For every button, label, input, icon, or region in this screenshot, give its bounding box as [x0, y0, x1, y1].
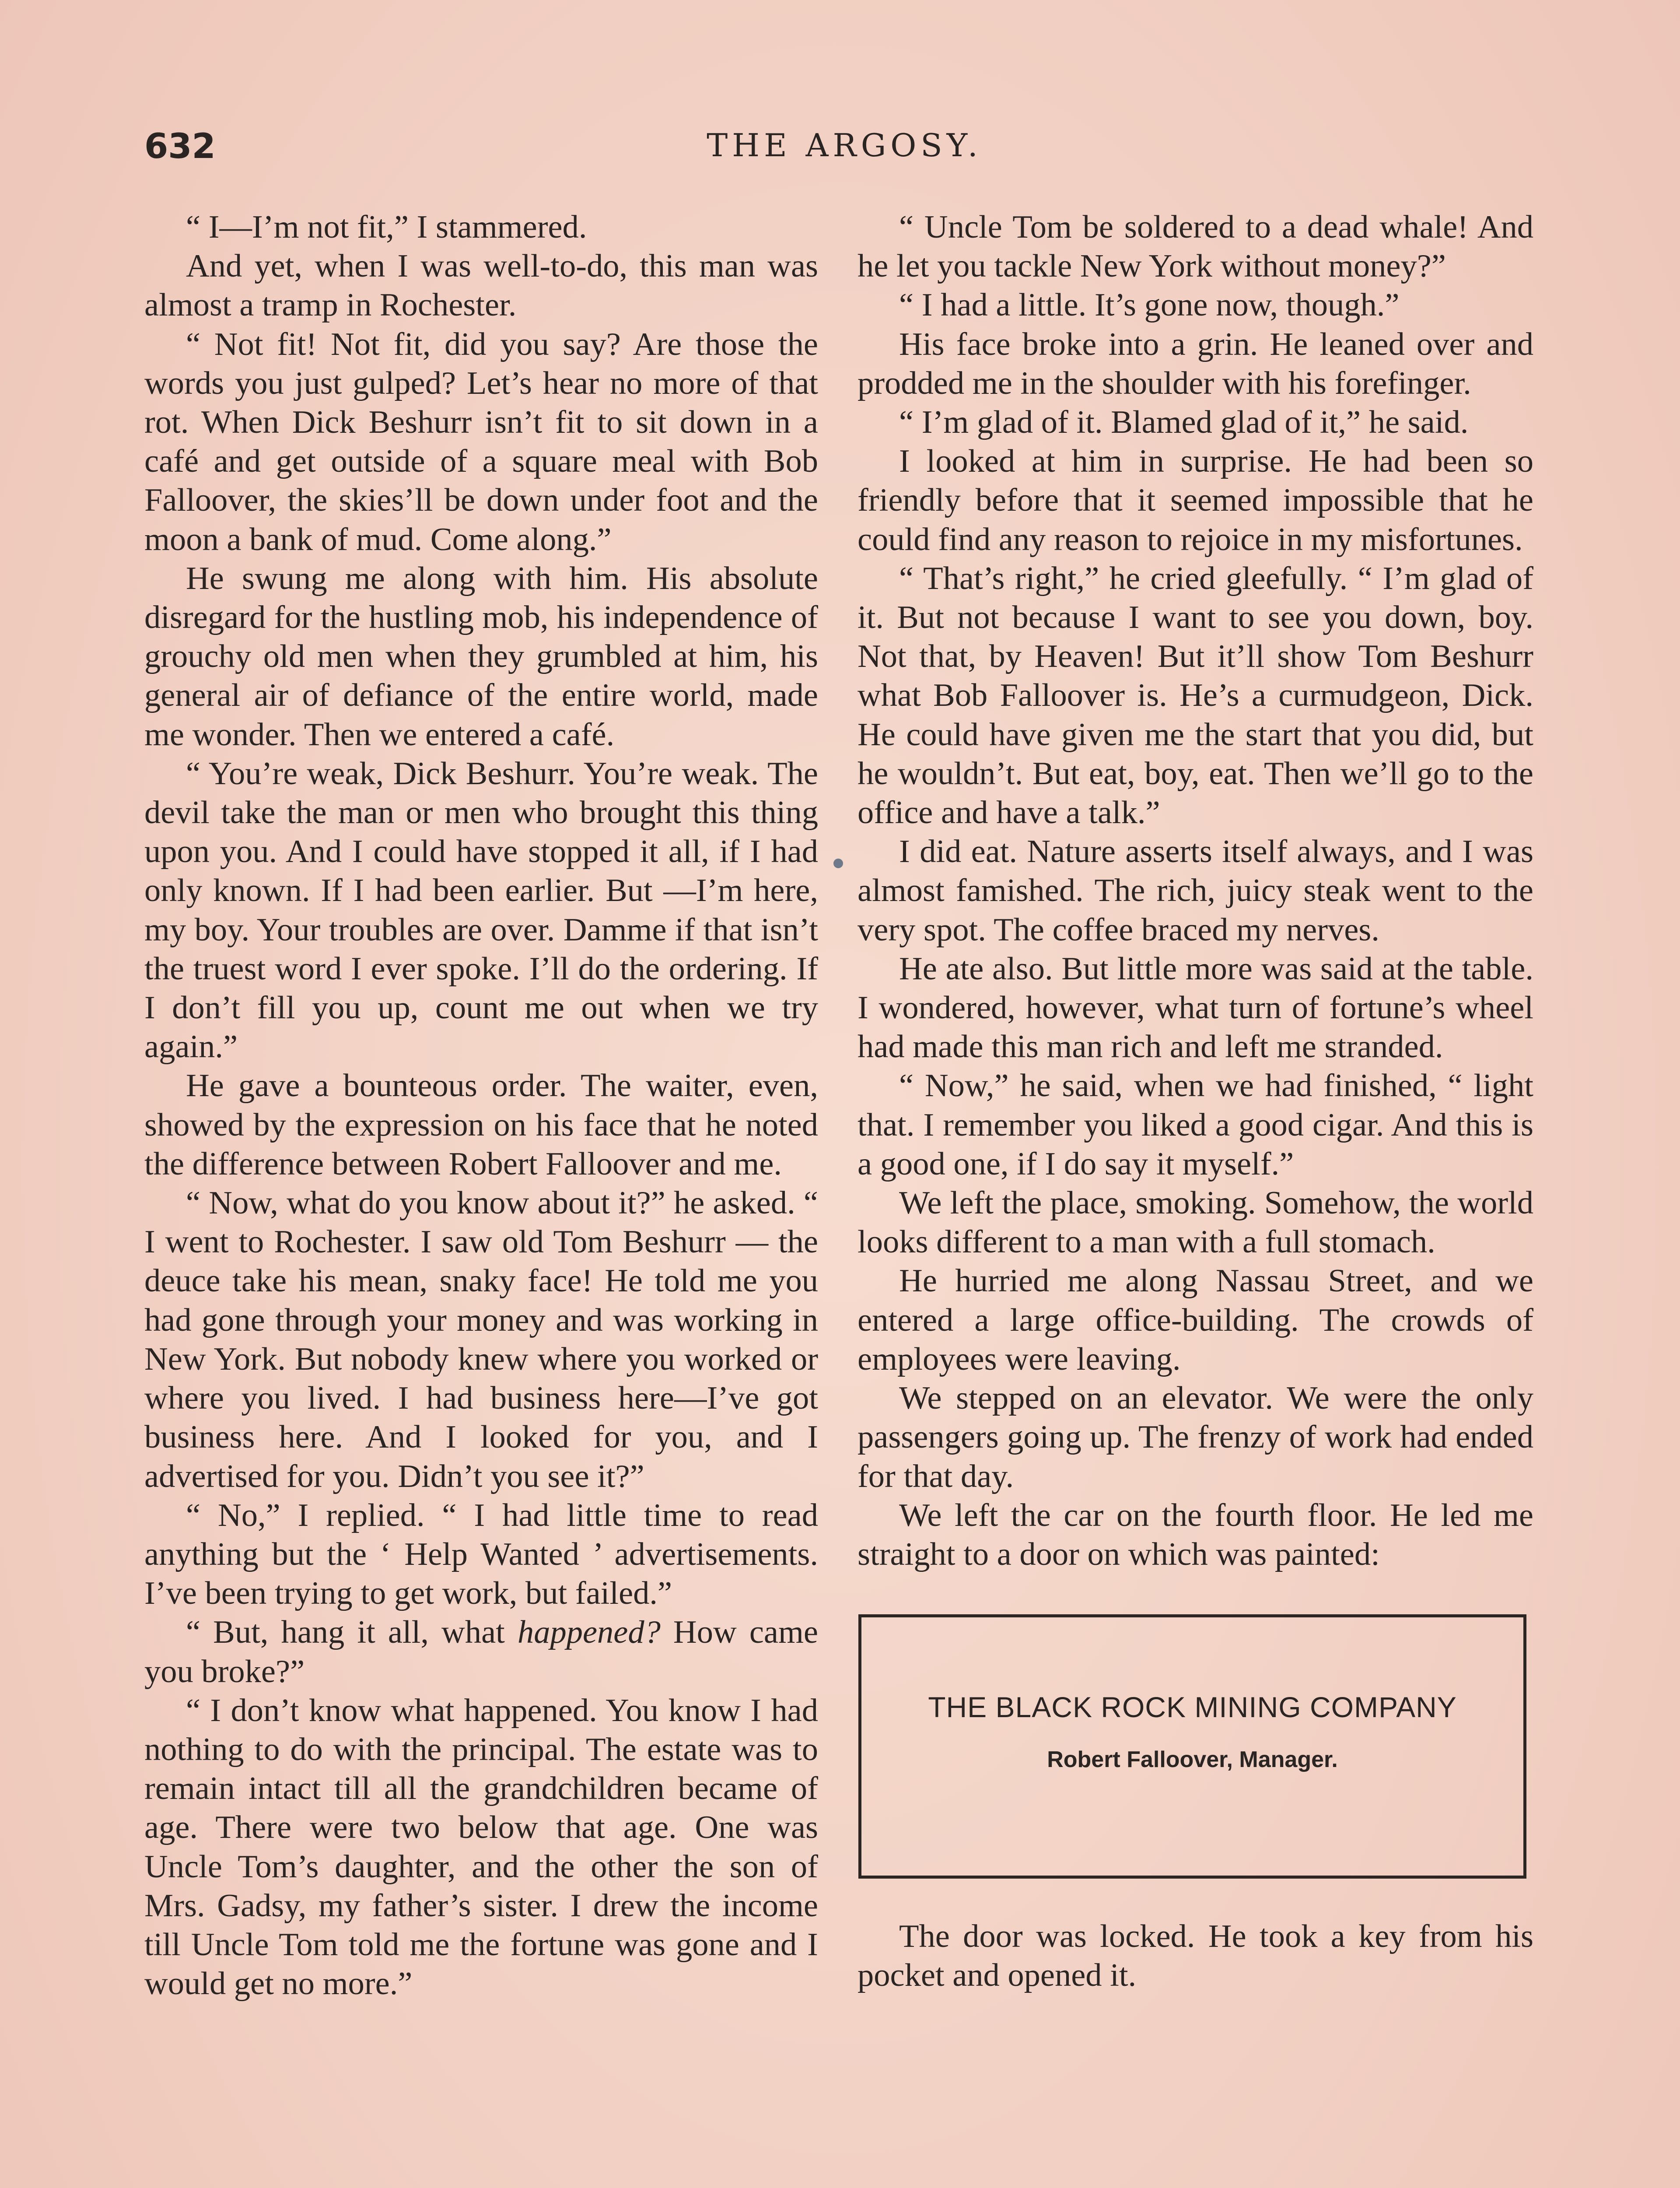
emphasized-word: happened?	[517, 1614, 661, 1651]
paragraph: He swung me along with him. His absolute disregard for the hustling mob, his independence of grouchy old men when they grumbled at him, his general air of defiance of the entire world, made me wonder. Then we entered a café.	[144, 560, 818, 753]
running-head	[144, 127, 1544, 175]
paragraph: His face broke into a grin. He leaned over and prodded me in the shoulder with his forefinger.	[858, 326, 1533, 401]
paragraph: “ No,” I replied. “ I had little time to read anything but the ‘ Help Wanted ’ advertisements. I’ve been trying to get work, but failed.”	[144, 1497, 818, 1612]
paragraph: “ Now,” he said, when we had finished, “ light that. I remember you liked a good cigar. And this is a good one, if I do say it myself.”	[858, 1068, 1533, 1182]
paragraph-text: How came you broke?”	[144, 1614, 818, 1690]
paragraph: “ That’s right,” he cried gleefully. “ I’m glad of it. But not because I want to see you down, boy. Not that, by Heaven! But it’ll show Tom Beshurr what Bob Falloover is. He’s a curmudgeon, Dick. He could have given me the start that you did, but he wouldn’t. But eat, boy, eat. Then we’ll go to the office and have a talk.”	[858, 560, 1533, 831]
paragraph: And yet, when I was well-to-do, this man was almost a tramp in Rochester.	[144, 248, 818, 323]
sign-manager-line: Robert Falloover, Manager.	[1047, 1747, 1338, 1773]
paragraph	[144, 1613, 818, 1691]
journal-title: THE ARGOSY.	[707, 127, 982, 164]
paragraph: “ Uncle Tom be soldered to a dead whale! And he let you tackle New York without money?”	[858, 209, 1533, 284]
right-column-text-after-sign	[858, 1917, 1533, 1995]
ink-smudge	[833, 859, 843, 868]
paragraph-text: “ But, hang it all, what	[186, 1614, 518, 1651]
paragraph: He ate also. But little more was said at the table. I wondered, however, what turn of fortune’s wheel had made this man rich and left me stranded.	[858, 950, 1533, 1065]
page-number: 632	[144, 127, 216, 166]
paragraph: We left the place, smoking. Somehow, the world looks different to a man with a full stomach.	[858, 1185, 1533, 1260]
paragraph: He hurried me along Nassau Street, and we entered a large office-building. The crowds of employees were leaving.	[858, 1263, 1533, 1377]
paragraph: I looked at him in surprise. He had been so friendly before that it seemed impossible that he could find any reason to rejoice in my misfortunes.	[858, 443, 1533, 558]
paragraph: “ I—I’m not fit,” I stammered.	[186, 209, 587, 245]
door-sign	[858, 1614, 1526, 1879]
right-column	[858, 208, 1533, 1995]
paragraph: “ I don’t know what happened. You know I had nothing to do with the principal. The estate was to remain intact till all the grandchildren became of age. There were two below that age. One was Uncle Tom’s daughter, and the other the son of Mrs. Gadsy, my father’s sister. I drew the income till Uncle Tom told me the fortune was gone and I would get no more.”	[144, 1692, 818, 2002]
paragraph: “ Not fit! Not fit, did you say? Are those the words you just gulped? Let’s hear no more of that rot. When Dick Beshurr isn’t fit to sit down in a café and get outside of a square meal with Bob Falloover, the skies’ll be down under foot and the moon a bank of mud. Come along.”	[144, 326, 818, 558]
paragraph: We left the car on the fourth floor. He led me straight to a door on which was painted:	[858, 1497, 1533, 1572]
paragraph: “ You’re weak, Dick Beshurr. You’re weak. The devil take the man or men who brought this thing upon you. And I could have stopped it all, if I had only known. If I had been earlier. But —I’m here, my boy. Your troubles are over. Damme if that isn’t the truest word I ever spoke. I’ll do the ordering. If I don’t fill you up, count me out when we try again.”	[144, 755, 818, 1065]
sign-company-name: THE BLACK ROCK MINING COMPANY	[928, 1691, 1457, 1724]
left-column	[144, 208, 818, 2003]
paragraph: “ I had a little. It’s gone now, though.”	[899, 287, 1400, 323]
paragraph: “ I’m glad of it. Blamed glad of it,” he said.	[899, 404, 1469, 441]
paragraph: I did eat. Nature asserts itself always, and I was almost famished. The rich, juicy steak went to the very spot. The coffee braced my nerves.	[858, 834, 1533, 948]
paragraph: We stepped on an elevator. We were the only passengers going up. The frenzy of work had ended for that day.	[858, 1380, 1533, 1494]
paragraph: The door was locked. He took a key from his pocket and opened it.	[858, 1918, 1533, 1994]
right-column-text-before-sign	[858, 208, 1533, 1574]
paragraph: “ Now, what do you know about it?” he asked. “ I went to Rochester. I saw old Tom Beshurr — the deuce take his mean, snaky face! He told me you had gone through your money and was working in New York. But nobody knew where you worked or where you lived. I had business here—I’ve got business here. And I looked for you, and I advertised for you. Didn’t you see it?”	[144, 1185, 818, 1494]
paragraph: He gave a bounteous order. The waiter, even, showed by the expression on his face that he noted the difference between Robert Falloover and me.	[144, 1068, 818, 1182]
